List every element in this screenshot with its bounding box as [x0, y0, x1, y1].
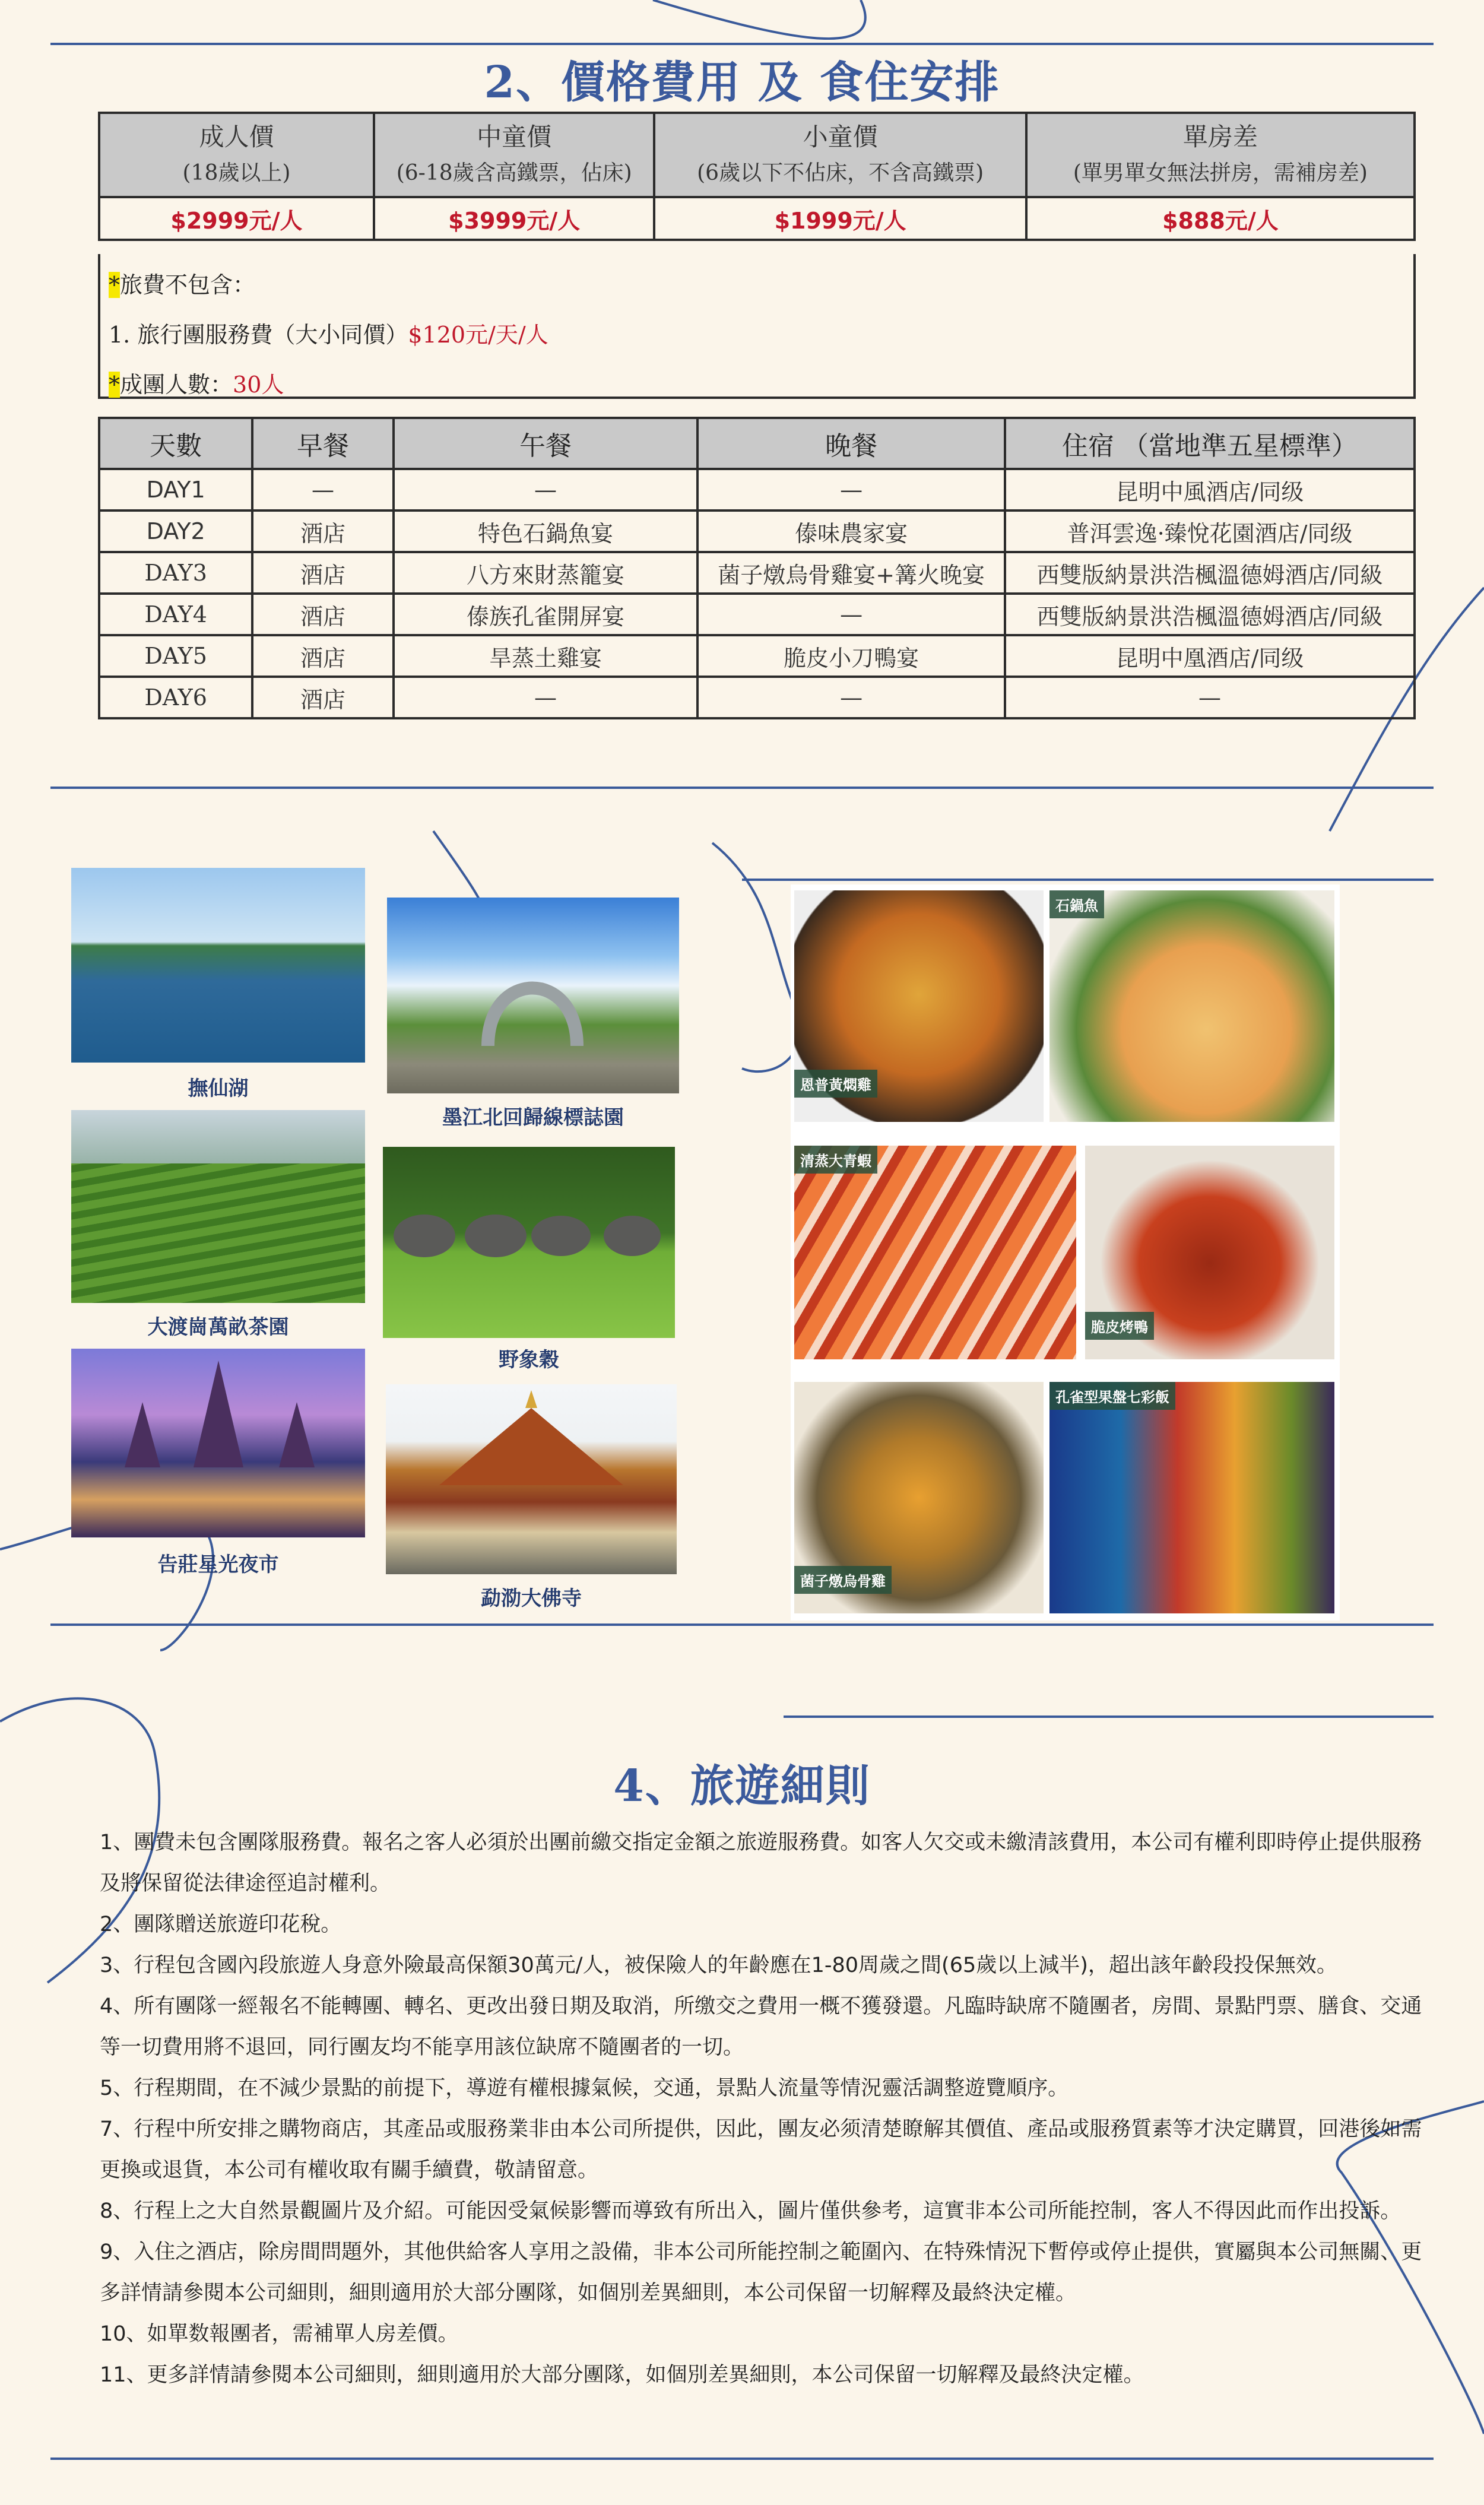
meal-header-lunch: 午餐: [394, 418, 697, 469]
photo-stone-pot-fish: [1049, 890, 1334, 1122]
term-item: 8、行程上之大自然景觀圖片及介紹。可能因受氣候影響而導致有所出入，圖片僅供參考，這實非本公司所能控制，客人不得因此而作出投訴。: [100, 2199, 1401, 2223]
price-adult: $2999元/人: [99, 197, 374, 240]
section2-title: 2、價格費用 及 食住安排: [484, 57, 1000, 108]
note-service-fee: 1. 旅行團服務費（大小同價）$120元/天/人: [109, 322, 548, 348]
lunch-cell: —: [394, 677, 697, 718]
elephants: [383, 1147, 675, 1338]
label-roast-duck: 脆皮烤鴨: [1085, 1312, 1154, 1340]
lunch-cell: 特色石鍋魚宴: [394, 510, 697, 552]
price-header-infant: 小童價 (6歲以下不佔床，不含高鐵票): [654, 113, 1026, 197]
label-stone-pot-fish: 石鍋魚: [1049, 890, 1104, 918]
breakfast-cell: 酒店: [252, 677, 394, 718]
term-item: 9、入住之酒店，除房間問題外，其他供給客人享用之設備，非本公司所能控制之範圍內、在特殊情況下暫停或停止提供，實屬與本公司無關、更多詳情請參閱本公司細則，細則適用於大部分團隊，如個別差異細則，本公司保留一切解釋及最終決定權。: [100, 2240, 1422, 2305]
dinner-cell: —: [697, 677, 1005, 718]
photo-mengle-temple: [386, 1384, 677, 1574]
photo-peacock-fruit-platter: [1049, 1382, 1334, 1613]
photo-night-market: [71, 1349, 365, 1537]
breakfast-cell: 酒店: [252, 635, 394, 677]
meal-header-breakfast: 早餐: [252, 418, 394, 469]
lunch-cell: 旱蒸土雞宴: [394, 635, 697, 677]
day-cell: DAY4: [99, 594, 252, 635]
day-cell: DAY6: [99, 677, 252, 718]
lunch-cell: 八方來財蒸籠宴: [394, 552, 697, 594]
price-header-child: 中童價 (6-18歲含高鐵票，佔床): [374, 113, 655, 197]
section-divider: [50, 787, 1434, 789]
term-item: 3、行程包含國內段旅遊人身意外險最高保額30萬元/人，被保險人的年齡應在1-80周歲之間(65歲以上減半)，超出該年齡段投保無效。: [100, 1954, 1337, 1977]
term-item: 2、團隊贈送旅遊印花稅。: [100, 1913, 342, 1936]
temple-roof: [386, 1384, 677, 1574]
bottom-divider: [50, 2458, 1434, 2460]
price-header-row: [99, 113, 1415, 197]
table-row: [99, 635, 1415, 677]
breakfast-cell: —: [252, 469, 394, 510]
price-notes: [98, 254, 1416, 399]
dinner-cell: 脆皮小刀鴨宴: [697, 635, 1005, 677]
hotel-cell: 西雙版納景洪浩楓溫德姆酒店/同級: [1005, 552, 1415, 594]
lunch-cell: —: [394, 469, 697, 510]
day-cell: DAY3: [99, 552, 252, 594]
term-item: 11、更多詳情請參閱本公司細則，細則適用於大部分團隊，如個別差異細則，本公司保留一切解釋及最終決定權。: [100, 2363, 1144, 2387]
day-cell: DAY1: [99, 469, 252, 510]
section-divider: [784, 1716, 1434, 1718]
section-divider: [742, 879, 1434, 881]
caption-tea-garden: 大渡崗萬畝茶園: [147, 1315, 289, 1339]
meal-header-hotel: 住宿 （當地準五星標準）: [1005, 418, 1415, 469]
photo-steamed-prawns: [794, 1146, 1076, 1359]
table-row: [99, 594, 1415, 635]
meal-header-row: [99, 418, 1415, 469]
price-value-row: [99, 197, 1415, 240]
hotel-cell: 普洱雲逸·臻悅花園酒店/同级: [1005, 510, 1415, 552]
hotel-cell: 西雙版納景洪浩楓溫德姆酒店/同級: [1005, 594, 1415, 635]
day-cell: DAY2: [99, 510, 252, 552]
label-braised-chicken: 恩普黃燜雞: [794, 1070, 877, 1098]
table-row: [99, 552, 1415, 594]
note-group-size: *成團人數：30人: [109, 372, 284, 398]
breakfast-cell: 酒店: [252, 552, 394, 594]
dinner-cell: —: [697, 469, 1005, 510]
label-peacock-fruit-platter: 孔雀型果盤七彩飯: [1049, 1382, 1175, 1410]
dinner-cell: 傣味農家宴: [697, 510, 1005, 552]
caption-fuxian-lake: 撫仙湖: [188, 1077, 249, 1101]
top-divider: [50, 43, 1434, 45]
table-row: [99, 510, 1415, 552]
food-collage: [791, 884, 1340, 1621]
price-header-adult: 成人價 (18歲以上): [99, 113, 374, 197]
hotel-cell: 昆明中凰酒店/同级: [1005, 635, 1415, 677]
photo-tea-garden: [71, 1110, 365, 1303]
term-item: 7、行程中所安排之購物商店，其產品或服務業非由本公司所提供，因此，團友必须清楚瞭解其價值、產品或服務質素等才決定購買，回港後如需更換或退貨，本公司有權收取有關手續費，敬請留意。: [100, 2117, 1422, 2182]
photo-fuxian-lake: [71, 868, 365, 1063]
breakfast-cell: 酒店: [252, 510, 394, 552]
price-header-single-room: 單房差 (單男單女無法拼房，需補房差): [1026, 113, 1415, 197]
price-single-room: $888元/人: [1026, 197, 1415, 240]
photo-wild-elephant-valley: [383, 1147, 675, 1338]
day-cell: DAY5: [99, 635, 252, 677]
price-infant: $1999元/人: [654, 197, 1026, 240]
temple-silhouette: [71, 1349, 365, 1537]
meal-header-dinner: 晚餐: [697, 418, 1005, 469]
price-child: $3999元/人: [374, 197, 655, 240]
label-steamed-prawns: 清蒸大青蝦: [794, 1146, 877, 1174]
breakfast-cell: 酒店: [252, 594, 394, 635]
caption-night-market: 告莊星光夜市: [157, 1553, 279, 1577]
caption-mengle-temple: 勐泐大佛寺: [481, 1587, 582, 1610]
table-row: [99, 677, 1415, 718]
dinner-cell: 菌子燉烏骨雞宴+篝火晚宴: [697, 552, 1005, 594]
arch-sculpture: [387, 898, 679, 1093]
lunch-cell: 傣族孔雀開屏宴: [394, 594, 697, 635]
price-table: [98, 112, 1416, 241]
term-item: 5、行程期間，在不減少景點的前提下，導遊有權根據氣候，交通，景點人流量等情況靈活調整遊覽順序。: [100, 2076, 1069, 2100]
photo-mojiang-park: [387, 898, 679, 1093]
caption-wild-elephant-valley: 野象穀: [499, 1348, 559, 1372]
hotel-cell: 昆明中風酒店/同级: [1005, 469, 1415, 510]
term-item: 4、所有團隊一經報名不能轉團、轉名、更改出發日期及取消，所缴交之費用一概不獲發還。凡臨時缺席不隨團者，房間、景點門票、膳食、交通等一切費用將不退回，同行團友均不能享用該位缺席不隨團者的一切。: [100, 1995, 1422, 2059]
caption-mojiang-park: 墨江北回歸線標誌園: [442, 1106, 624, 1130]
term-item: 10、如單数報團者，需補單人房差價。: [100, 2322, 459, 2346]
travel-terms: [100, 1822, 1429, 2396]
note-not-included: *旅費不包含：: [109, 272, 256, 298]
hotel-cell: —: [1005, 677, 1415, 718]
dinner-cell: —: [697, 594, 1005, 635]
label-mushroom-chicken-soup: 菌子燉烏骨雞: [794, 1566, 892, 1594]
section4-title: 4、旅遊細則: [613, 1761, 871, 1812]
meal-accommodation-table: [98, 417, 1416, 719]
meal-header-day: 天數: [99, 418, 252, 469]
table-row: [99, 469, 1415, 510]
term-item: 1、團費未包含團隊服務費。報名之客人必須於出團前繳交指定金額之旅遊服務費。如客人欠交或未繳清該費用，本公司有權利即時停止提供服務及將保留從法律途徑追討權利。: [100, 1831, 1422, 1895]
section-divider: [50, 1624, 1434, 1626]
